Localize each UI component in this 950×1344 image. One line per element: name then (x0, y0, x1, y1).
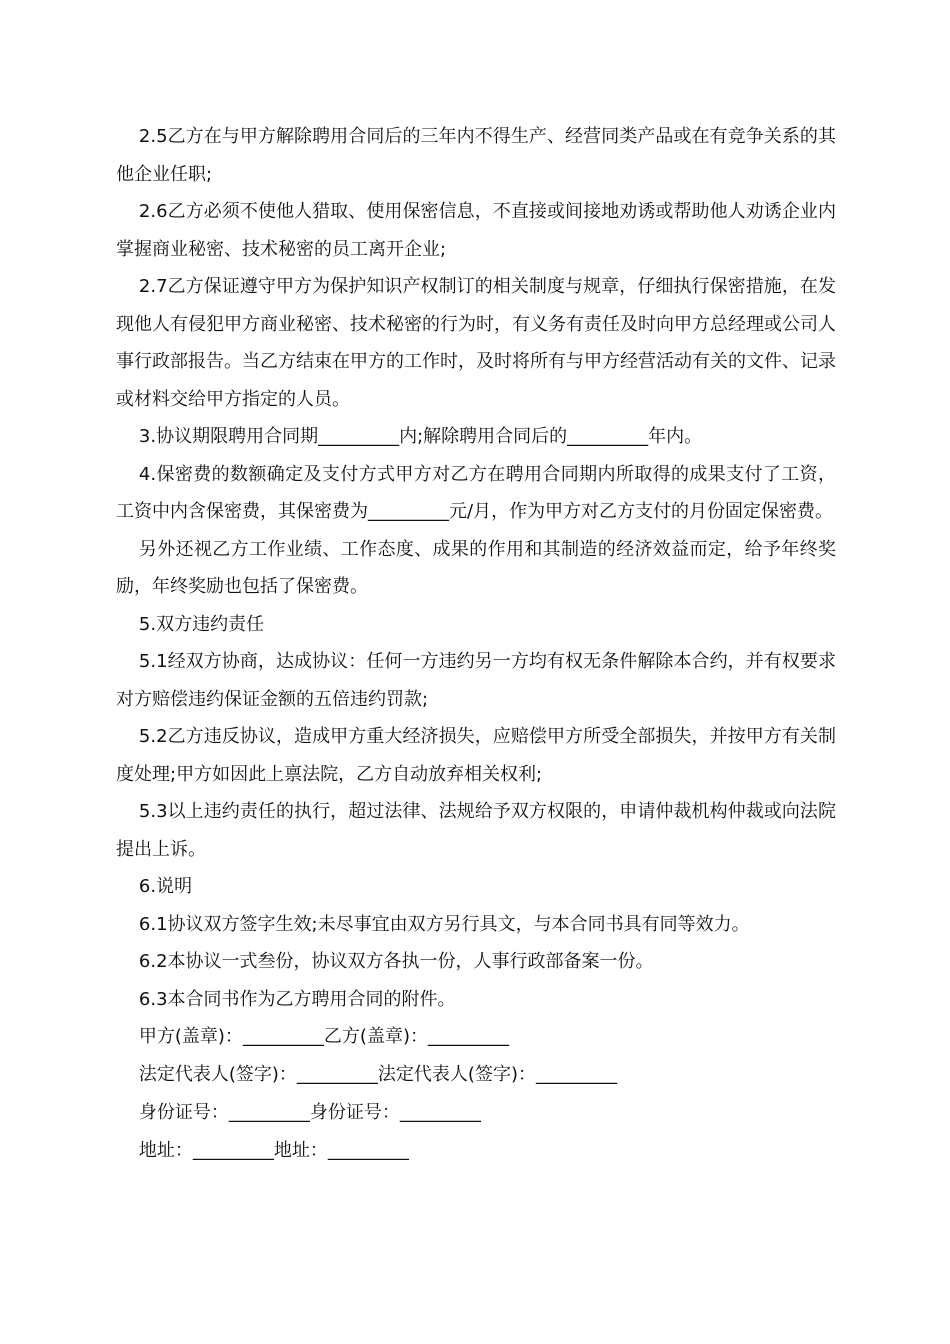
signature-address-line: 地址：_________地址：_________ (138, 1140, 409, 1161)
clause-2-6: 2.6乙方必须不使他人猎取、使用保密信息，不直接或间接地劝诱或帮助他人劝诱企业内掌握商业秘密、技术秘密的员工离开企业; (116, 201, 836, 260)
clause-4-bonus: 另外还视乙方工作业绩、工作态度、成果的作用和其制造的经济效益而定，给予年终奖励，年终奖励也包括了保密费。 (116, 538, 836, 597)
clause-2-5: 2.5乙方在与甲方解除聘用合同后的三年内不得生产、经营同类产品或在有竞争关系的其他企业任职; (116, 126, 836, 185)
signature-seal-line: 甲方(盖章)：_________乙方(盖章)：_________ (138, 1026, 509, 1047)
clause-6-1: 6.1协议双方签字生效;未尽事宜由双方另行具文，与本合同书具有同等效力。 (138, 913, 750, 935)
clause-5-1: 5.1经双方协商，达成协议：任何一方违约另一方均有权无条件解除本合约，并有权要求对方赔偿违约保证金额的五倍违约罚款; (116, 651, 836, 710)
clause-5-2: 5.2乙方违反协议，造成甲方重大经济损失，应赔偿甲方所受全部损失，并按甲方有关制度处理;甲方如因此上禀法院，乙方自动放弃相关权利; (116, 726, 836, 785)
clause-3-term: 3.协议期限聘用合同期_________内;解除聘用合同后的_________年内。 (138, 426, 703, 447)
clause-4-fee: 4.保密费的数额确定及支付方式甲方对乙方在聘用合同期内所取得的成果支付了工资，工资中内含保密费，其保密费为_________元/月，作为甲方对乙方支付的月份固定保密费。 (116, 463, 836, 522)
clause-6-2: 6.2本协议一式叁份，协议双方各执一份，人事行政部备案一份。 (138, 951, 654, 972)
section-6-heading: 6.说明 (138, 876, 193, 897)
clause-5-3: 5.3以上违约责任的执行，超过法律、法规给予双方权限的，申请仲裁机构仲裁或向法院提出上诉。 (116, 801, 836, 860)
clause-6-3: 6.3本合同书作为乙方聘用合同的附件。 (138, 988, 456, 1010)
clause-2-7: 2.7乙方保证遵守甲方为保护知识产权制订的相关制度与规章，仔细执行保密措施，在发现他人有侵犯甲方商业秘密、技术秘密的行为时，有义务有责任及时向甲方总经理或公司人事行政部报告。当乙方结束在甲方的工作时，及时将所有与甲方经营活动有关的文件、记录或材料交给甲方指定的人员。 (116, 276, 836, 410)
section-5-heading: 5.双方违约责任 (138, 613, 265, 635)
document-body (116, 118, 836, 1170)
signature-id-line: 身份证号：_________身份证号：_________ (138, 1102, 481, 1123)
signature-representative-line: 法定代表人(签字)：_________法定代表人(签字)：_________ (138, 1064, 617, 1085)
